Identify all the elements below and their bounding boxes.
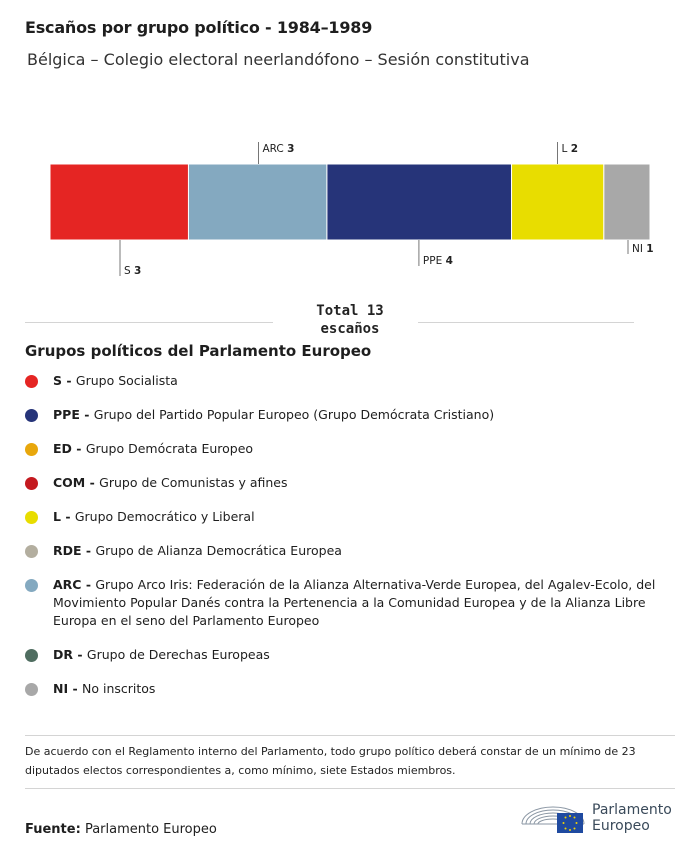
source-label: Fuente:: [25, 822, 81, 837]
source-line: [25, 822, 217, 837]
legend-title: Grupos políticos del Parlamento Europeo: [25, 342, 372, 360]
chart-title: Escaños por grupo político - 1984–1989: [25, 18, 373, 37]
bar-segment-ni: [604, 164, 650, 240]
legend-label: [53, 406, 665, 424]
note-divider-bottom: [25, 788, 675, 789]
bar-segment-arc: [188, 164, 326, 240]
legend-name: Grupo de Comunistas y afines: [99, 475, 288, 490]
legend-dot: [25, 443, 38, 456]
source-value: Parlamento Europeo: [84, 822, 217, 837]
legend-name: Grupo Demócrata Europeo: [85, 441, 254, 456]
legend-abbr: ARC -: [53, 577, 96, 592]
legend-abbr: ED -: [53, 441, 86, 456]
logo-text: [592, 802, 672, 834]
note-divider-top: [25, 735, 675, 736]
legend-label: [53, 508, 665, 526]
legend-label: [53, 372, 665, 390]
legend-dot: [25, 375, 38, 388]
legend-dot: [25, 649, 38, 662]
legend-name: Grupo de Alianza Democrática Europea: [95, 543, 342, 558]
legend-label: [53, 680, 665, 698]
legend-dot: [25, 477, 38, 490]
legend-name: Grupo Democrático y Liberal: [74, 509, 255, 524]
seats-bar-chart: [0, 130, 700, 290]
bar-segment-s: [50, 164, 188, 240]
legend-name: Grupo Socialista: [75, 373, 178, 388]
legend-label: [53, 646, 665, 664]
legend-abbr: NI -: [53, 681, 83, 696]
european-parliament-logo: [520, 798, 680, 838]
segment-label-arc: ARC 3: [262, 143, 295, 155]
legend-label: [53, 474, 665, 492]
bar-segment-l: [512, 164, 604, 240]
total-rule-right: [418, 322, 634, 323]
total-seats-label: Total 13 escaños: [316, 303, 384, 337]
legend-abbr: S -: [53, 373, 76, 388]
legend-dot: [25, 579, 38, 592]
chart-subtitle: Bélgica – Colegio electoral neerlandófono – Sesión constitutiva: [27, 50, 530, 69]
legend-name: No inscritos: [82, 681, 156, 696]
legend-abbr: L -: [53, 509, 75, 524]
legend-label: [53, 576, 665, 630]
legend-abbr: COM -: [53, 475, 100, 490]
segment-label-s: S 3: [124, 265, 142, 277]
legend-abbr: DR -: [53, 647, 87, 662]
legend-name: Grupo Arco Iris: Federación de la Alianza Alternativa-Verde Europea, del Agalev-Ecolo, del Movimiento Popular Danés contra la Pertenencia a la Comunidad Europea y de la Alianza Libre Europa en el seno del Parlamento Europeo: [53, 577, 656, 628]
legend-name: Grupo del Partido Popular Europeo (Grupo Demócrata Cristiano): [93, 407, 495, 422]
legend-label: [53, 440, 665, 458]
segment-label-ni: NI 1: [632, 243, 654, 255]
legend-dot: [25, 511, 38, 524]
legend-abbr: PPE -: [53, 407, 94, 422]
legend-name: Grupo de Derechas Europeas: [86, 647, 270, 662]
legend-label: [53, 542, 665, 560]
logo-line2: Europeo: [592, 818, 650, 834]
segment-label-l: L 2: [561, 143, 579, 155]
hemicycle-icon: [520, 798, 586, 838]
legend-dot: [25, 545, 38, 558]
segment-label-ppe: PPE 4: [422, 255, 453, 267]
legend-abbr: RDE -: [53, 543, 96, 558]
bar-segment-ppe: [327, 164, 512, 240]
logo-line1: Parlamento: [592, 802, 672, 818]
rules-note: De acuerdo con el Reglamento interno del Parlamento, todo grupo político deberá constar de un mínimo de 23 diputados electos correspondientes a, como mínimo, siete Estados miembros.: [25, 745, 636, 777]
total-rule-left: [25, 322, 273, 323]
legend-dot: [25, 683, 38, 696]
legend-dot: [25, 409, 38, 422]
